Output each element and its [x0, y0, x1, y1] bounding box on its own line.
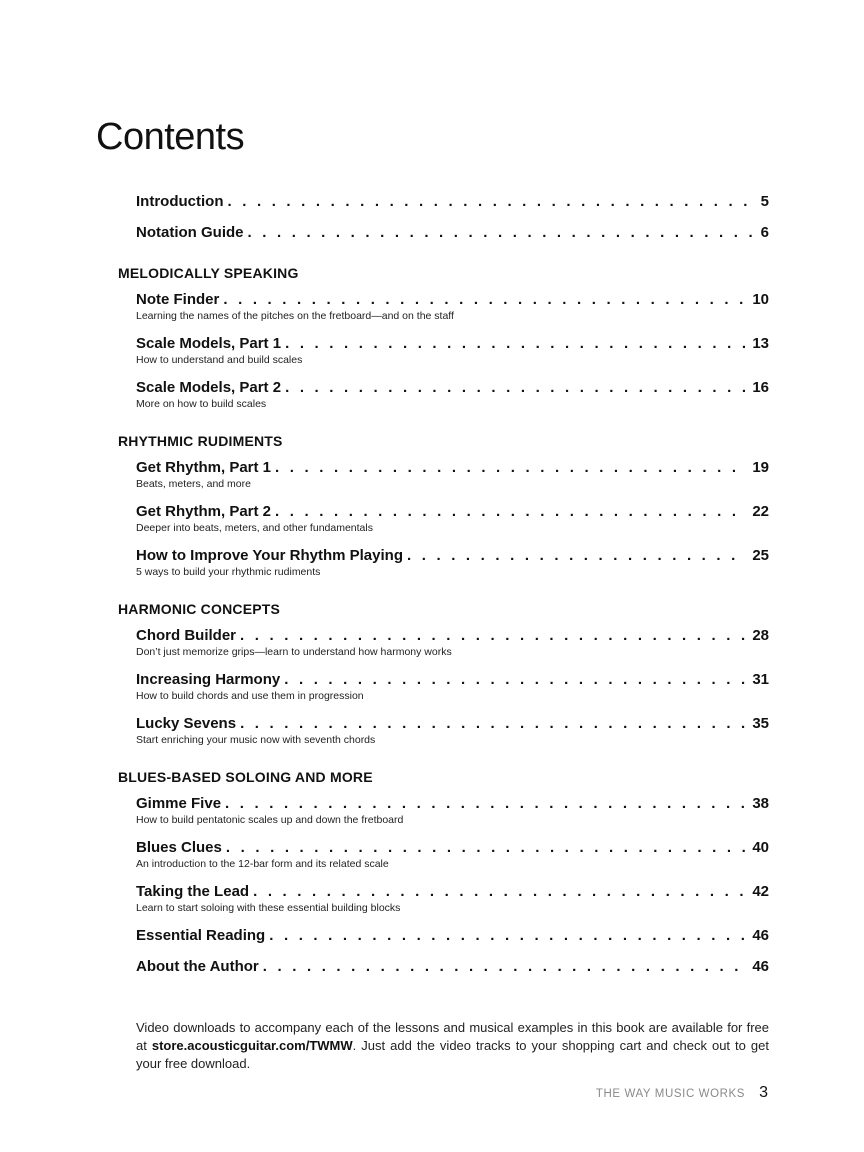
entry-page-number: 46 [752, 927, 769, 944]
toc-entry-essential-reading[interactable] [136, 926, 769, 945]
entry-page-number: 28 [752, 627, 769, 644]
entry-title: Gimme Five [136, 795, 222, 812]
toc-entry-chord-builder[interactable] [136, 626, 769, 658]
entry-title: Blues Clues [136, 839, 222, 856]
toc-entry-lucky-sevens[interactable] [136, 714, 769, 746]
entry-page-number: 10 [752, 291, 769, 308]
running-footer-title: THE WAY MUSIC WORKS [595, 1088, 746, 1100]
entry-description: An introduction to the 12-bar form and its related scale [136, 858, 389, 870]
toc-entry-get-rhythm-2[interactable] [136, 502, 769, 534]
entry-title: Lucky Sevens [136, 715, 237, 732]
toc-entry-note-finder[interactable] [136, 290, 769, 322]
entry-title: About the Author [136, 958, 259, 975]
table-of-contents [118, 192, 769, 988]
toc-entry-about-the-author[interactable] [136, 957, 769, 976]
dot-leader [223, 290, 746, 309]
entry-title: Introduction [136, 193, 224, 210]
dot-leader [240, 626, 746, 645]
entry-title: Taking the Lead [136, 883, 250, 900]
entry-description: Start enriching your music now with seventh chords [136, 734, 376, 746]
toc-entry-scale-models-1[interactable] [136, 334, 769, 366]
toc-entry-get-rhythm-1[interactable] [136, 458, 769, 490]
dot-leader [227, 192, 754, 211]
entry-page-number: 42 [752, 883, 769, 900]
page-footer [596, 1084, 768, 1102]
entry-page-number: 13 [752, 335, 769, 352]
entry-page-number: 31 [752, 671, 769, 688]
entry-page-number: 46 [752, 958, 769, 975]
entry-page-number: 16 [752, 379, 769, 396]
entry-page-number: 35 [752, 715, 769, 732]
dot-leader [275, 502, 746, 521]
toc-entry-gimme-five[interactable] [136, 794, 769, 826]
dot-leader [285, 334, 746, 353]
entry-description: How to build chords and use them in progression [136, 690, 364, 702]
entry-page-number: 19 [752, 459, 769, 476]
dot-leader [269, 926, 746, 945]
entry-title: Note Finder [136, 291, 220, 308]
section-heading-melodically-speaking: MELODICALLY SPEAKING [118, 265, 299, 281]
entry-description: How to understand and build scales [136, 354, 303, 366]
toc-entry-notation-guide[interactable] [136, 223, 769, 242]
entry-page-number: 5 [760, 193, 769, 210]
entry-description: Don’t just memorize grips—learn to understand how harmony works [136, 646, 452, 658]
entry-description: Deeper into beats, meters, and other fundamentals [136, 522, 373, 534]
dot-leader [225, 794, 746, 813]
entry-title: Get Rhythm, Part 1 [136, 459, 272, 476]
entry-page-number: 6 [760, 224, 769, 241]
entry-title: Notation Guide [136, 224, 244, 241]
toc-entry-introduction[interactable] [136, 192, 769, 211]
section-heading-harmonic-concepts: HARMONIC CONCEPTS [118, 601, 281, 617]
entry-page-number: 22 [752, 503, 769, 520]
entry-description: How to build pentatonic scales up and down the fretboard [136, 814, 404, 826]
entry-page-number: 38 [752, 795, 769, 812]
store-link[interactable]: store.acousticguitar.com/TWMW [151, 1038, 353, 1053]
entry-title: Scale Models, Part 1 [136, 335, 282, 352]
section-heading-blues-based-soloing: BLUES-BASED SOLOING AND MORE [118, 769, 373, 785]
page-number: 3 [759, 1084, 768, 1101]
dot-leader [226, 838, 746, 857]
entry-title: Scale Models, Part 2 [136, 379, 282, 396]
page-title: Contents [96, 116, 245, 158]
toc-entry-improve-rhythm[interactable] [136, 546, 769, 578]
entry-title: Increasing Harmony [136, 671, 281, 688]
toc-entry-taking-the-lead[interactable] [136, 882, 769, 914]
entry-description: Learn to start soloing with these essential building blocks [136, 902, 401, 914]
dot-leader [285, 378, 746, 397]
note-text-before: Video downloads to accompany each of the lessons and musical examples in this book are available for free at [136, 1020, 769, 1053]
dot-leader [240, 714, 746, 733]
entry-title: How to Improve Your Rhythm Playing [136, 547, 403, 564]
dot-leader [284, 670, 746, 689]
entry-page-number: 25 [752, 547, 769, 564]
entry-title: Get Rhythm, Part 2 [136, 503, 272, 520]
toc-entry-blues-clues[interactable] [136, 838, 769, 870]
entry-description: Learning the names of the pitches on the fretboard—and on the staff [136, 310, 454, 322]
video-download-note [136, 1019, 769, 1073]
toc-entry-scale-models-2[interactable] [136, 378, 769, 410]
dot-leader [253, 882, 746, 901]
section-heading-rhythmic-rudiments: RHYTHMIC RUDIMENTS [118, 433, 283, 449]
entry-title: Chord Builder [136, 627, 236, 644]
entry-description: Beats, meters, and more [136, 478, 251, 490]
dot-leader [275, 458, 746, 477]
dot-leader [248, 223, 755, 242]
entry-title: Essential Reading [136, 927, 266, 944]
toc-entry-increasing-harmony[interactable] [136, 670, 769, 702]
note-text-after: . Just add the video tracks to your shopping cart and check out to get your free download. [136, 1038, 769, 1071]
entry-description: More on how to build scales [136, 398, 267, 410]
dot-leader [263, 957, 747, 976]
dot-leader [407, 546, 746, 565]
entry-description: 5 ways to build your rhythmic rudiments [136, 566, 321, 578]
entry-page-number: 40 [752, 839, 769, 856]
